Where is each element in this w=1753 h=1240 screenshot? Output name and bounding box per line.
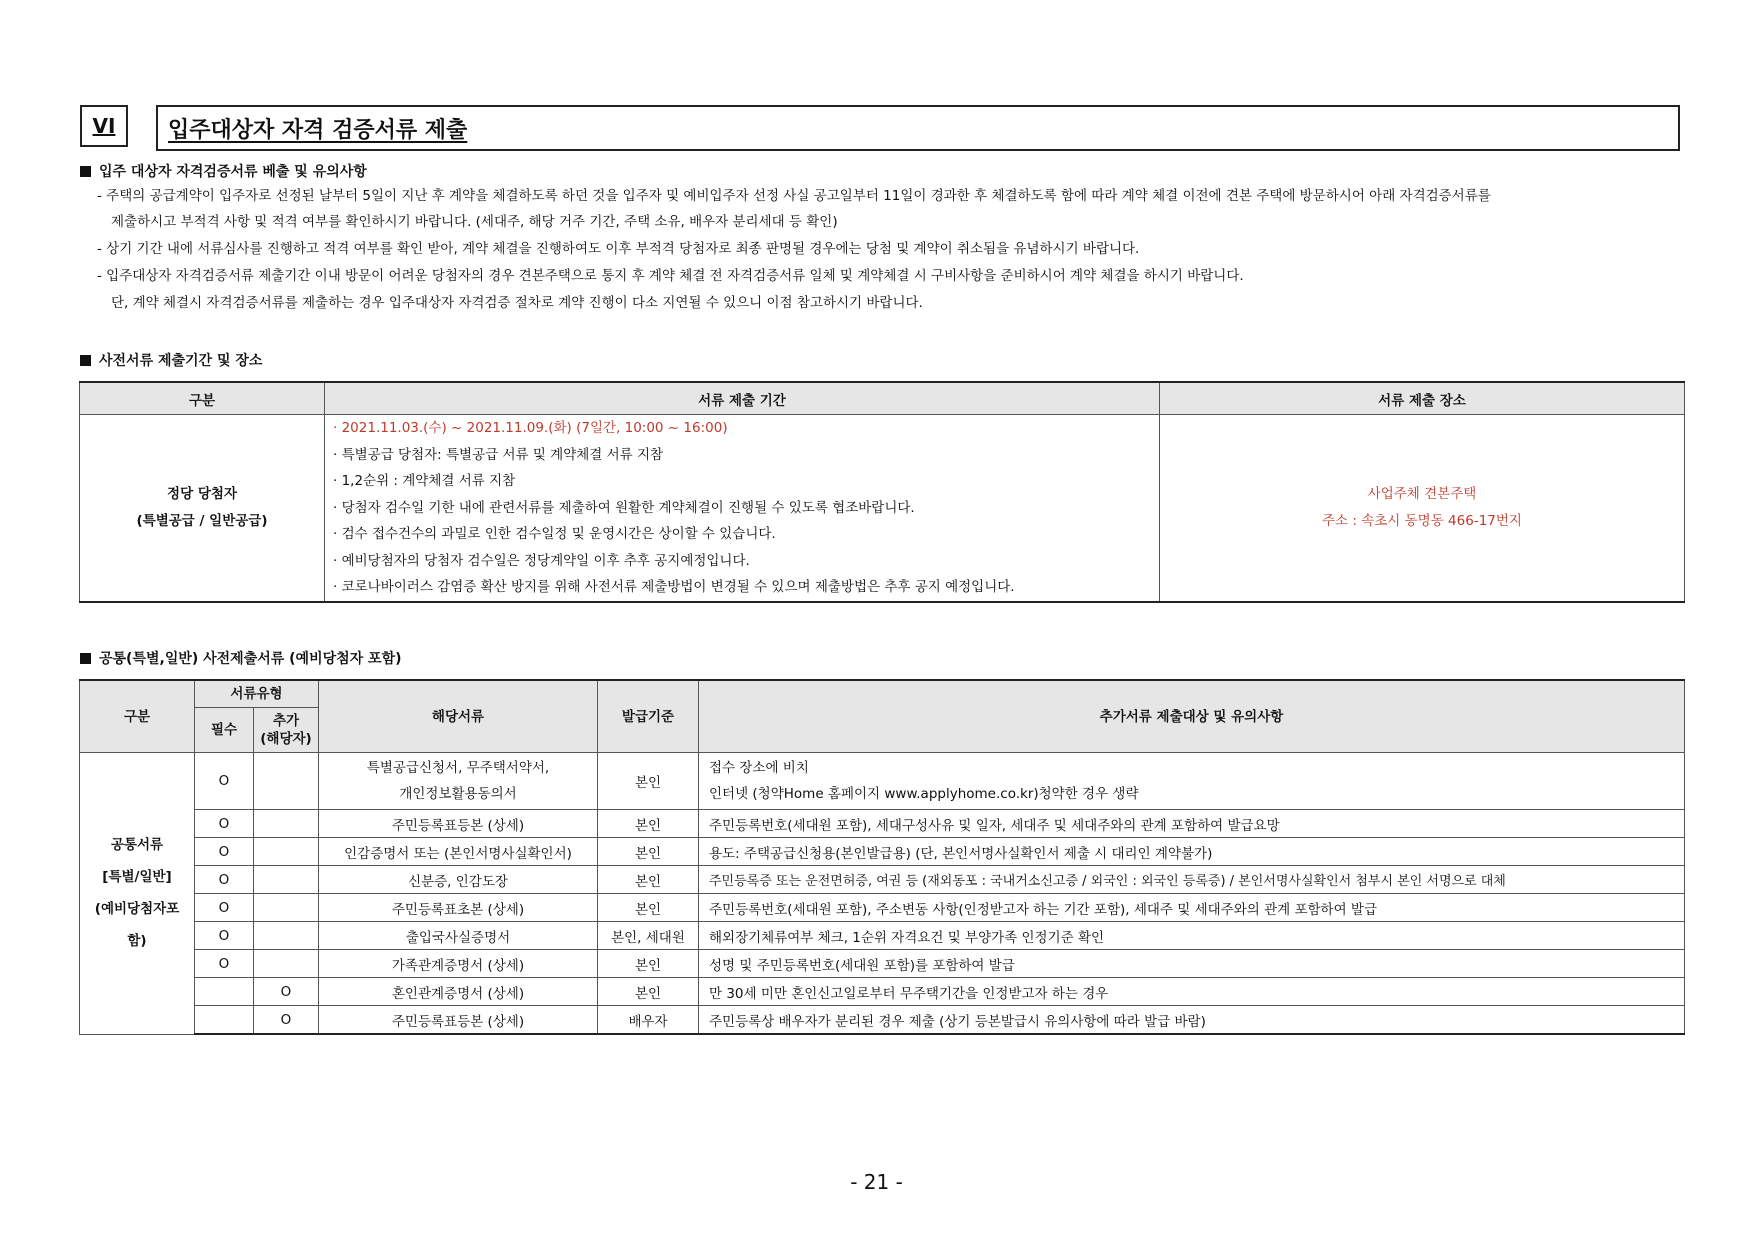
required-mark: O [195,810,254,838]
required-mark: O [195,866,254,894]
column-header: 발급기준 [598,680,699,753]
square-bullet-icon [80,355,91,366]
issuer-cell: 배우자 [598,1006,699,1035]
document-cell: 인감증명서 또는 (본인서명사실확인서) [319,838,598,866]
issuer-cell: 본인 [598,894,699,922]
issuer-cell: 본인 [598,950,699,978]
column-header: 구분 [80,382,325,415]
note-cell: 해외장기체류여부 체크, 1순위 자격요건 및 부양가족 인정기준 확인 [699,922,1685,950]
issuer-cell: 본인 [598,810,699,838]
required-mark: O [195,950,254,978]
period-heading: 사전서류 제출기간 및 장소 [80,350,262,370]
table-row [80,810,1685,838]
required-mark: O [195,922,254,950]
column-header: 구분 [80,680,195,753]
section-number: VI [80,105,128,147]
document-cell: 주민등록표초본 (상세) [319,894,598,922]
notes-heading: 입주 대상자 자격검증서류 베출 및 유의사항 [80,161,367,181]
document-cell: 가족관계증명서 (상세) [319,950,598,978]
document-cell: 출입국사실증명서 [319,922,598,950]
note-item: 단, 계약 체결시 자격검증서류를 제출하는 경우 입주대상자 자격검증 절차로 계약 진행이 다소 지연될 수 있으니 이점 참고하시기 바랍니다. [111,295,923,311]
submission-period-table [79,381,1685,603]
column-header: 해당서류 [319,680,598,753]
place-cell: 사업주체 견본주택 주소 : 속초시 동명동 466-17번지 [1160,415,1685,602]
issuer-cell: 본인 [598,838,699,866]
note-item: 제출하시고 부적격 사항 및 적격 여부를 확인하시기 바랍니다. (세대주, 해당 거주 기간, 주택 소유, 배우자 분리세대 등 확인) [111,214,838,230]
required-mark: O [195,838,254,866]
issuer-cell: 본인, 세대원 [598,922,699,950]
documents-heading: 공통(특별,일반) 사전제출서류 (예비당첨자 포함) [80,648,402,668]
page-number: - 21 - [850,1170,903,1194]
note-cell: 주민등록상 배우자가 분리된 경우 제출 (상기 등본발급시 유의사항에 따라 발급 바람) [699,1006,1685,1035]
additional-mark: O [254,978,319,1006]
note-cell: 용도: 주택공급신청용(본인발급용) (단, 본인서명사실확인서 제출 시 대리인 계약불가) [699,838,1685,866]
section-title: 입주대상자 자격 검증서류 제출 [156,105,1680,151]
document-cell: 특별공급신청서, 무주택서약서, 개인정보활용동의서 [319,753,598,810]
column-header: 서류 제출 장소 [1160,382,1685,415]
table-row [80,415,1685,602]
category-cell: 정당 당첨자 (특별공급 / 일반공급) [80,415,325,602]
table-row [80,866,1685,894]
column-header: 필수 [195,708,254,753]
note-cell: 주민등록번호(세대원 포함), 세대구성사유 및 일자, 세대주 및 세대주와의 관계 포함하여 발급요망 [699,810,1685,838]
table-row [80,894,1685,922]
note-cell: 주민등록증 또는 운전면허증, 여권 등 (재외동포 : 국내거소신고증 / 외국인 : 외국인 등록증) / 본인서명사실확인서 첨부시 본인 서명으로 대체 [699,866,1685,894]
square-bullet-icon [80,653,91,664]
document-cell: 혼인관계증명서 (상세) [319,978,598,1006]
note-cell: 주민등록번호(세대원 포함), 주소변동 사항(인정받고자 하는 기간 포함), 세대주 및 세대주와의 관계 포함하여 발급 [699,894,1685,922]
note-cell: 접수 장소에 비치 인터넷 (청약Home 홈페이지 www.applyhome.co.kr)청약한 경우 생략 [699,753,1685,810]
period-cell: · 2021.11.03.(수) ~ 2021.11.09.(화) (7일간, 10:00 ~ 16:00) · 특별공급 당첨자: 특별공급 서류 및 계약체결 서류 지참 · 1,2순위 : 계약체결 서류 지참 · 당첨자 검수일 기한 내에 관련서류를 제출하여 원활한 계약체결이 진행될 수 있도록 협조바랍니다. · 검수 접수건수의 과밀로 인한 검수일정 및 운영시간은 상이할 수 있습니다. · 예비당첨자의 당첨자 검수일은 정당계약일 이후 추후 공지예정입니다. · 코로나바이러스 감염증 확산 방지를 위해 사전서류 제출방법이 변경될 수 있으며 제출방법은 추후 공지 예정입니다. [325,415,1160,602]
additional-mark [254,894,319,922]
issuer-cell: 본인 [598,978,699,1006]
group-cell: 공통서류 [특별/일반] (예비당첨자포 함) [80,753,195,1035]
column-header: 서류 제출 기간 [325,382,1160,415]
note-item: - 주택의 공급계약이 입주자로 선정된 날부터 5일이 지난 후 계약을 체결하도록 하던 것을 입주자 및 예비입주자 선정 사실 공고일부터 11일이 경과한 후 체결하도록 함에 따라 계약 체결 이전에 견본 주택에 방문하시어 아래 자격검증서류를 [97,188,1491,204]
column-header: 서류유형 [195,680,319,708]
issuer-cell: 본인 [598,866,699,894]
table-row [80,838,1685,866]
issuer-cell: 본인 [598,753,699,810]
required-mark: O [195,753,254,810]
column-header: 추가서류 제출대상 및 유의사항 [699,680,1685,753]
additional-mark [254,866,319,894]
additional-mark [254,950,319,978]
note-cell: 성명 및 주민등록번호(세대원 포함)를 포함하여 발급 [699,950,1685,978]
table-row [80,922,1685,950]
additional-mark [254,753,319,810]
note-item: - 상기 기간 내에 서류심사를 진행하고 적격 여부를 확인 받아, 계약 체결을 진행하여도 이후 부적격 당첨자로 최종 판명될 경우에는 당첨 및 계약이 취소됨을 유념하시기 바랍니다. [97,241,1140,257]
table-row [80,978,1685,1006]
document-cell: 주민등록표등본 (상세) [319,810,598,838]
additional-mark [254,810,319,838]
additional-mark [254,838,319,866]
table-row [80,753,1685,810]
documents-table [79,679,1685,1035]
column-header: 추가 (해당자) [254,708,319,753]
required-mark [195,1006,254,1035]
note-cell: 만 30세 미만 혼인신고일로부터 무주택기간을 인정받고자 하는 경우 [699,978,1685,1006]
document-cell: 주민등록표등본 (상세) [319,1006,598,1035]
note-item: - 입주대상자 자격검증서류 제출기간 이내 방문이 어려운 당첨자의 경우 견본주택으로 통지 후 계약 체결 전 자격검증서류 일체 및 계약체결 시 구비사항을 준비하시어 계약 체결을 하시기 바랍니다. [97,268,1244,284]
required-mark: O [195,894,254,922]
additional-mark: O [254,1006,319,1035]
document-cell: 신분증, 인감도장 [319,866,598,894]
table-row [80,1006,1685,1035]
table-row [80,950,1685,978]
required-mark [195,978,254,1006]
additional-mark [254,922,319,950]
square-bullet-icon [80,166,91,177]
